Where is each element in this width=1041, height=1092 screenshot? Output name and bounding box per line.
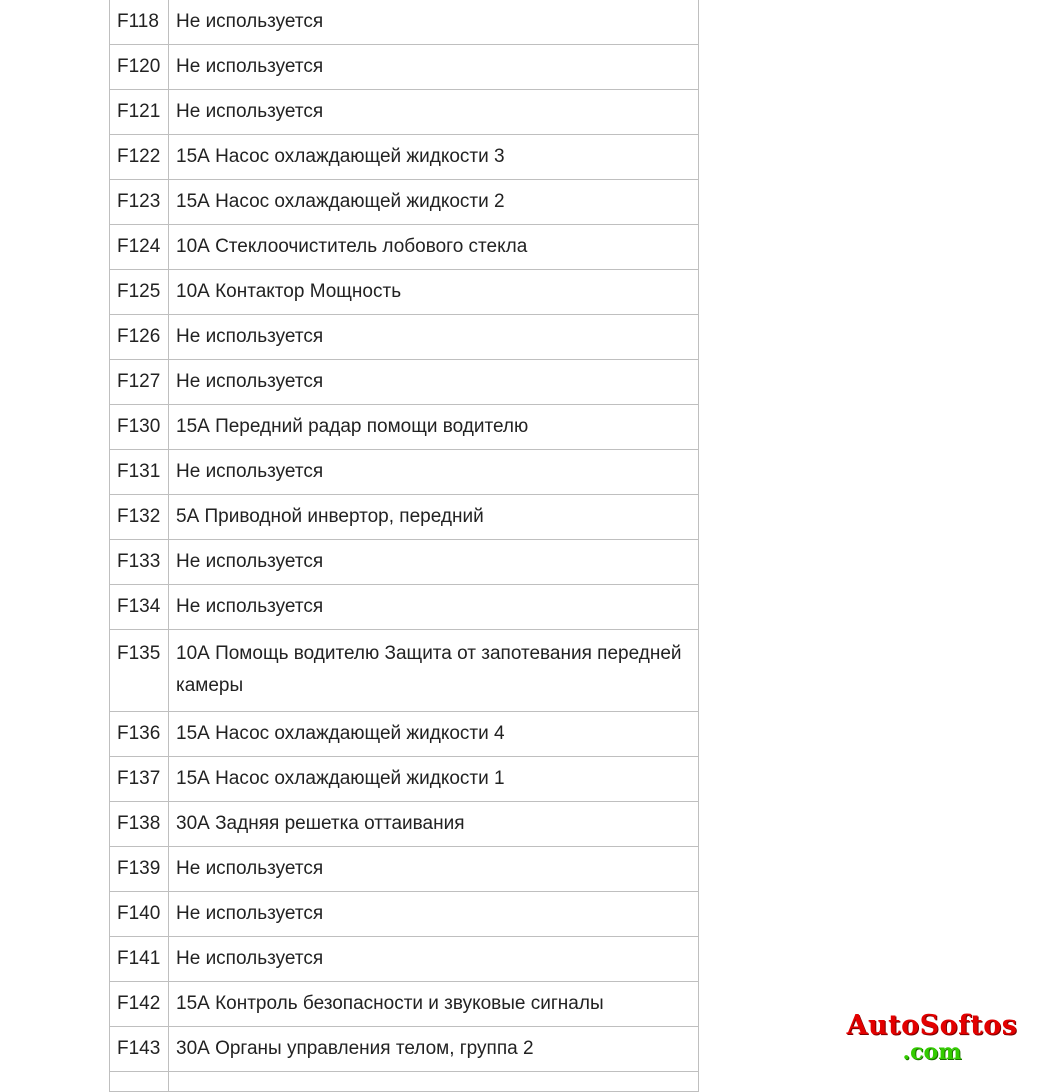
table-row xyxy=(110,45,699,90)
fuse-code-cell: F118 xyxy=(110,0,169,45)
fuse-description-cell: 30А Задняя решетка оттаивания xyxy=(169,802,699,847)
watermark-sub-text: .com xyxy=(902,1039,962,1065)
table-row xyxy=(110,982,699,1027)
fuse-code-cell: F132 xyxy=(110,495,169,540)
fuse-code-cell: F124 xyxy=(110,225,169,270)
table-row xyxy=(110,315,699,360)
fuse-code-cell: F140 xyxy=(110,892,169,937)
fuse-description-cell: Не используется xyxy=(169,450,699,495)
fuse-code-cell: F135 xyxy=(110,630,169,712)
fuse-code-cell: F142 xyxy=(110,982,169,1027)
fuse-description-cell: Не используется xyxy=(169,892,699,937)
fuse-description-cell: Не используется xyxy=(169,585,699,630)
table-row xyxy=(110,180,699,225)
table-row xyxy=(110,225,699,270)
fuse-code-cell: F143 xyxy=(110,1027,169,1072)
table-row xyxy=(110,892,699,937)
fuse-code-cell: F131 xyxy=(110,450,169,495)
table-row xyxy=(110,360,699,405)
fuse-description-cell: 5А Приводной инвертор, передний xyxy=(169,495,699,540)
fuse-description-cell: 15А Насос охлаждающей жидкости 2 xyxy=(169,180,699,225)
fuse-code-cell: F136 xyxy=(110,712,169,757)
fuse-code-cell: F141 xyxy=(110,937,169,982)
fuse-description-cell: Не используется xyxy=(169,45,699,90)
fuse-code-cell: F123 xyxy=(110,180,169,225)
watermark-main-text: AutoSoftos xyxy=(846,1010,1018,1041)
fuse-description-cell: Не используется xyxy=(169,315,699,360)
fuse-code-cell: F125 xyxy=(110,270,169,315)
table-row xyxy=(110,585,699,630)
fuse-description-cell: Не используется xyxy=(169,847,699,892)
table-row xyxy=(110,1027,699,1072)
table-row-cutoff xyxy=(110,1072,699,1092)
fuse-code-cell: F130 xyxy=(110,405,169,450)
table-row xyxy=(110,847,699,892)
fuse-code-cell: F126 xyxy=(110,315,169,360)
fuse-code-cell: F120 xyxy=(110,45,169,90)
table-row xyxy=(110,135,699,180)
fuse-description-cell: 15А Насос охлаждающей жидкости 1 xyxy=(169,757,699,802)
table-row xyxy=(110,757,699,802)
fuse-code-cell: F122 xyxy=(110,135,169,180)
table-row xyxy=(110,405,699,450)
fuse-description-cell: Не используется xyxy=(169,360,699,405)
table-row xyxy=(110,450,699,495)
fuse-code-cell: F138 xyxy=(110,802,169,847)
fuse-code-cell: F134 xyxy=(110,585,169,630)
fuse-code-cell: F137 xyxy=(110,757,169,802)
autosoftos-watermark-logo xyxy=(837,1012,1027,1063)
fuse-description-cell: 15А Контроль безопасности и звуковые сигналы xyxy=(169,982,699,1027)
table-row xyxy=(110,495,699,540)
table-row xyxy=(110,0,699,45)
fuse-description-cell: 10А Контактор Мощность xyxy=(169,270,699,315)
fuse-code-cell: F133 xyxy=(110,540,169,585)
table-row xyxy=(110,540,699,585)
fuse-code-cell: F127 xyxy=(110,360,169,405)
table-row xyxy=(110,270,699,315)
fuse-description-cell: Не используется xyxy=(169,0,699,45)
fuse-description-cell: 15А Насос охлаждающей жидкости 3 xyxy=(169,135,699,180)
fuse-description-cell: 30А Органы управления телом, группа 2 xyxy=(169,1027,699,1072)
table-row xyxy=(110,802,699,847)
table-row xyxy=(110,630,699,712)
fuse-table-body xyxy=(110,0,699,1092)
fuse-description-cell: 15А Передний радар помощи водителю xyxy=(169,405,699,450)
fuse-code-cell: F121 xyxy=(110,90,169,135)
fuse-code-cell xyxy=(110,1072,169,1092)
table-row xyxy=(110,90,699,135)
fuse-description-cell: Не используется xyxy=(169,937,699,982)
fuse-description-cell xyxy=(169,1072,699,1092)
fuse-description-cell: 10А Стеклоочиститель лобового стекла xyxy=(169,225,699,270)
fuse-description-cell: Не используется xyxy=(169,90,699,135)
fuse-description-cell: Не используется xyxy=(169,540,699,585)
fuse-table xyxy=(109,0,699,1092)
fuse-description-cell: 15А Насос охлаждающей жидкости 4 xyxy=(169,712,699,757)
table-row xyxy=(110,712,699,757)
fuse-description-cell: 10А Помощь водителю Защита от запотевания передней камеры xyxy=(169,630,699,712)
fuse-code-cell: F139 xyxy=(110,847,169,892)
table-row xyxy=(110,937,699,982)
